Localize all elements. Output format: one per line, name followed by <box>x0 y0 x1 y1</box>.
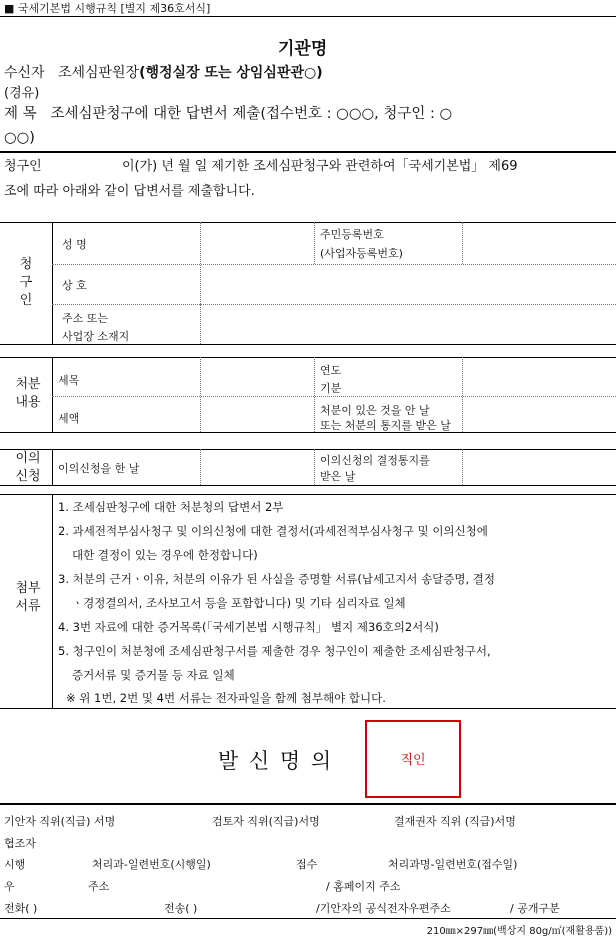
tax-item-label: 세목 <box>58 374 80 387</box>
attachment-item-5: 5. 청구인이 처분청에 조세심판청구서를 제출한 경우 청구인이 제출한 조세심판청구서, <box>58 644 491 658</box>
tax-amount-label: 세액 <box>58 412 80 425</box>
attachment-item-2-cont: 대한 결정이 있는 경우에 한정합니다) <box>72 548 258 562</box>
official-seal-label: 직인 <box>400 753 426 768</box>
objection-top-border <box>0 449 616 450</box>
attachment-note: ※ 위 1번, 2번 및 4번 서류는 전자파일을 함께 첨부해야 합니다. <box>66 691 386 705</box>
attachments-category: 첨부 서류 <box>15 581 41 614</box>
disposition-category: 처분 내용 <box>15 377 41 410</box>
subject-continuation: ○○) <box>4 130 35 146</box>
claimant-brn-label: (사업자등록번호) <box>320 247 403 260</box>
form-reference: ■ 국세기본법 시행규칙 [별지 제36호서식] <box>4 2 211 15</box>
disclosure-label: / 공개구분 <box>510 902 560 915</box>
recipient-value: 조세심판원장 <box>57 65 140 81</box>
attachment-item-5-cont: 증거서류 및 증거물 등 자료 일체 <box>72 668 235 682</box>
approver-label: 결재권자 직위 (직급)서명 <box>394 815 516 828</box>
receipt-label: 접수 <box>296 858 318 871</box>
header-divider <box>0 16 616 17</box>
claimant-category-divider <box>52 222 53 344</box>
objection-category: 이의 신청 <box>15 451 41 484</box>
intro-line-2: 조에 따라 아래와 같이 답변서를 제출합니다. <box>4 184 255 199</box>
footer-top-border <box>0 803 616 805</box>
attachment-item-1: 1. 조세심판청구에 대한 처분청의 답변서 2부 <box>58 500 284 514</box>
claimant-category: 청구인 <box>19 257 33 308</box>
fax-label: 전송( ) <box>164 902 198 915</box>
objection-notice-label-2: 받은 날 <box>320 470 356 483</box>
subject-label: 제 목 <box>4 106 37 122</box>
claimant-top-border <box>0 222 616 223</box>
intro-text-1: 이(가) 년 월 일 제기한 조세심판청구와 관련하여「국세기본법」 제69 <box>121 159 518 174</box>
tax-period-label: 기분 <box>320 382 342 395</box>
claimant-name-label: 성 명 <box>62 238 87 251</box>
claimant-address-label: 주소 또는 <box>62 312 109 325</box>
recipient-label: 수신자 <box>4 65 45 81</box>
objection-bottom-border <box>0 485 616 486</box>
enforcement-label: 시행 <box>4 858 26 871</box>
claimant-rrn-label: 주민등록번호 <box>320 228 384 241</box>
subject-line <box>4 102 452 123</box>
recipient-value-bold: (행정실장 또는 상임심판관○) <box>139 65 323 81</box>
address-label: 주소 <box>88 880 110 893</box>
intro-line-1 <box>4 155 518 174</box>
attachment-item-3: 3. 처분의 근거ㆍ이유, 처분의 이유가 된 사실을 증명할 서류(납세고지서 송달증명, 결정 <box>58 572 496 586</box>
paper-spec: 210㎜×297㎜(백상지 80g/㎡(재활용품)) <box>426 926 612 937</box>
attachment-item-4: 4. 3번 자료에 대한 증거목록(「국세기본법 시행규칙」 별지 제36호의2서식) <box>58 620 439 634</box>
footer-bottom-border <box>0 918 616 919</box>
phone-label: 전화( ) <box>4 902 38 915</box>
subject-text: 조세심판청구에 대한 답변서 제출(접수번호 : ○○○, 청구인 : ○ <box>50 106 453 122</box>
via-line: (경유) <box>4 86 40 101</box>
objection-notice-label: 이의신청의 결정통지를 <box>320 454 430 467</box>
disposition-top-border <box>0 357 616 358</box>
attachment-item-3-cont: ㆍ경정결의서, 조사보고서 등을 포함합니다) 및 기타 심리자료 일체 <box>72 596 406 610</box>
disposition-date-label: 처분이 있은 것을 안 날 <box>320 404 430 417</box>
cooperator-label: 협조자 <box>4 837 36 850</box>
drafter-label: 기안자 직위(직급) 서명 <box>4 815 116 828</box>
objection-date-label: 이의신청을 한 날 <box>58 462 140 475</box>
org-title: 기관명 <box>278 39 328 59</box>
claimant-company-label: 상 호 <box>62 279 87 292</box>
subject-divider <box>0 151 616 153</box>
attachments-top-border <box>0 494 616 495</box>
recipient-line <box>4 62 323 82</box>
intro-claimant-label: 청구인 <box>4 159 42 174</box>
enforcement-number-label: 처리과-일련번호(시행일) <box>92 858 211 871</box>
disposition-date-label-2: 또는 처분의 통지를 받은 날 <box>320 419 451 432</box>
official-seal-box <box>365 720 461 798</box>
attachment-item-2: 2. 과세전적부심사청구 및 이의신청에 대한 결정서(과세전적부심사청구 및 이의신청에 <box>58 524 488 538</box>
receipt-number-label: 처리과명-일련번호(접수일) <box>388 858 518 871</box>
email-label: /기안자의 공식전자우편주소 <box>316 902 451 915</box>
tax-year-label: 연도 <box>320 364 342 377</box>
sender-name-label: 발 신 명 의 <box>218 749 334 773</box>
disposition-bottom-border <box>0 432 616 433</box>
claimant-bottom-border <box>0 344 616 345</box>
claimant-address-label-2: 사업장 소재지 <box>62 330 130 343</box>
attachments-bottom-border <box>0 708 616 709</box>
reviewer-label: 검토자 직위(직급)서명 <box>212 815 320 828</box>
homepage-label: / 홈페이지 주소 <box>326 880 401 893</box>
postal-label: 우 <box>4 880 15 893</box>
